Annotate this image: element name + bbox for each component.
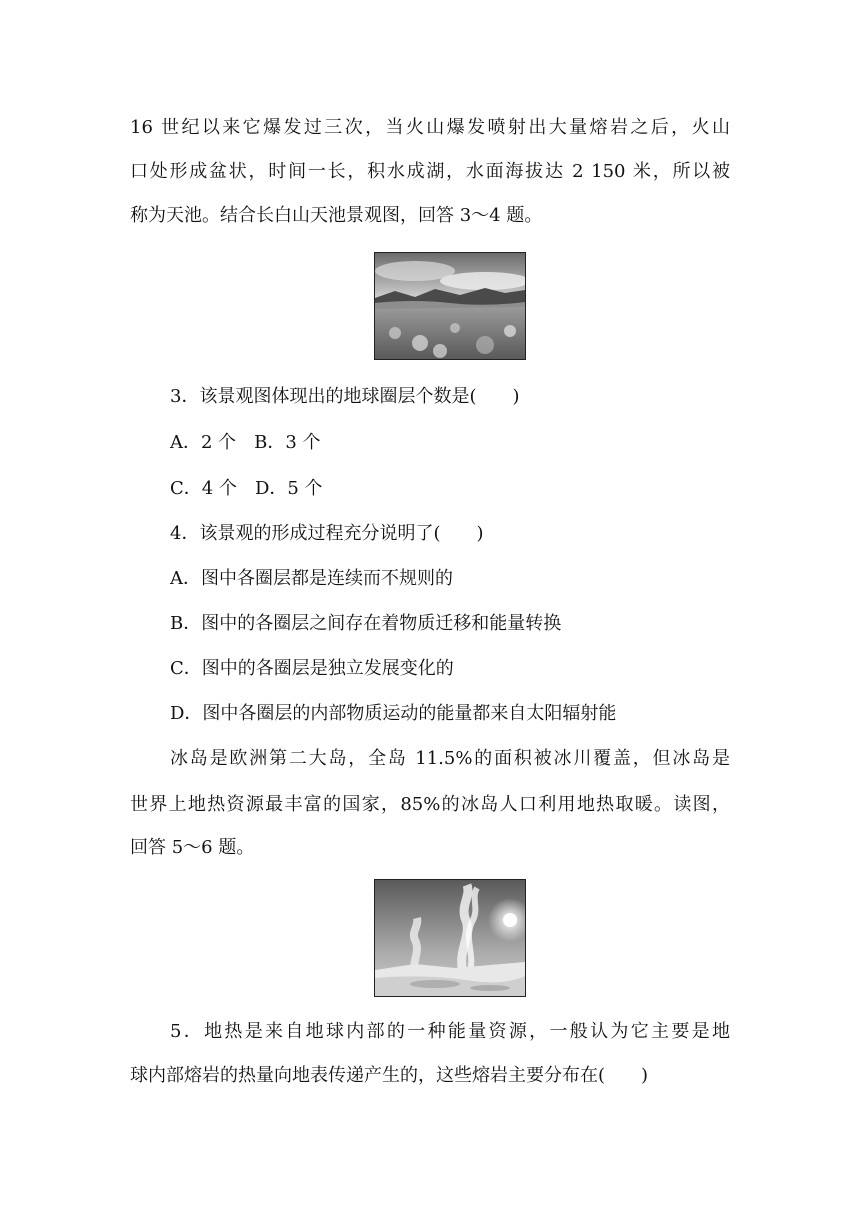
intro-paragraph-2-line: 回答 5～6 题。 (130, 837, 255, 858)
question-4-option-b: B．图中的各圈层之间存在着物质迁移和能量转换 (170, 613, 562, 634)
question-4-stem: 4．该景观的形成过程充分说明了( ) (170, 523, 484, 544)
tianchi-landscape-photo (374, 252, 526, 360)
intro-paragraph-line: 称为天池。结合长白山天池景观图，回答 3～4 题。 (130, 205, 543, 226)
iceland-geothermal-image (375, 880, 525, 996)
intro-paragraph-line: 16 世纪以来它爆发过三次，当火山爆发喷射出大量熔岩之后，火山 (130, 117, 730, 138)
iceland-geothermal-photo (374, 879, 526, 997)
question-4-option-a: A．图中各圈层都是连续而不规则的 (170, 568, 453, 589)
question-3-options-ab: A．2 个 B．3 个 (170, 432, 321, 453)
question-3-options-cd: C．4 个 D．5 个 (170, 478, 323, 499)
question-4-option-d: D．图中各圈层的内部物质运动的能量都来自太阳辐射能 (170, 703, 617, 724)
question-3-stem: 3．该景观图体现出的地球圈层个数是( ) (170, 386, 520, 407)
tianchi-landscape-image (375, 253, 525, 359)
question-4-option-c: C．图中的各圈层是独立发展变化的 (170, 658, 454, 679)
intro-paragraph-line: 口处形成盆状，时间一长，积水成湖，水面海拔达 2 150 米，所以被 (130, 161, 730, 182)
intro-paragraph-2-line: 世界上地热资源最丰富的国家，85%的冰岛人口利用地热取暖。读图， (130, 794, 730, 815)
intro-paragraph-2-line: 冰岛是欧洲第二大岛，全岛 11.5%的面积被冰川覆盖，但冰岛是 (170, 748, 730, 769)
question-5-stem-line: 5．地热是来自地球内部的一种能量资源，一般认为它主要是地 (170, 1021, 730, 1042)
question-5-stem-line: 球内部熔岩的热量向地表传递产生的，这些熔岩主要分布在( ) (130, 1065, 649, 1086)
